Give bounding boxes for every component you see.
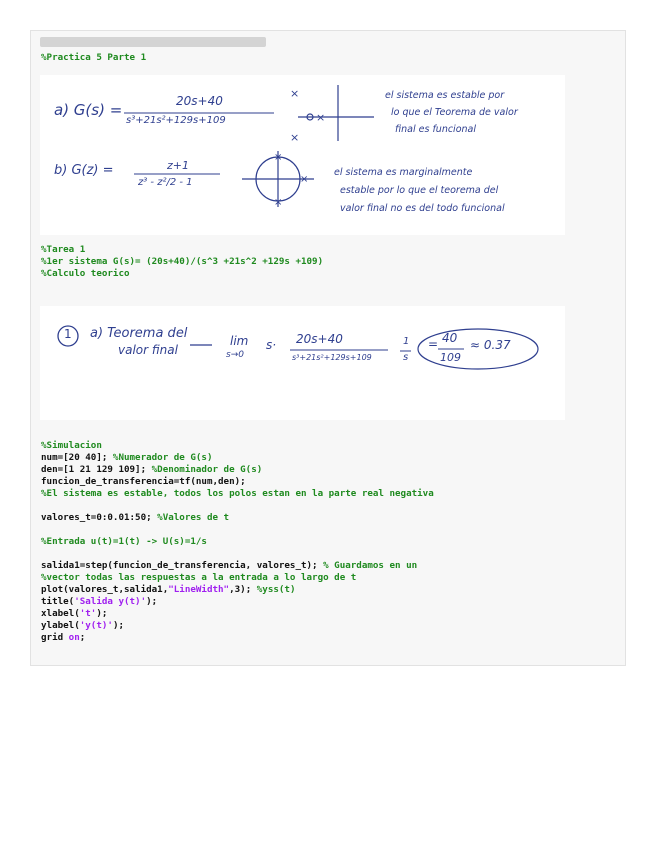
- ylabel-line[interactable]: [41, 620, 124, 631]
- simulacion-comment[interactable]: %Simulacion: [41, 440, 102, 451]
- handwritten-notes-image-1: [40, 75, 565, 235]
- a-note-line-2: lo que el Teorema de valor: [391, 107, 518, 118]
- lim-subscript: s→0: [226, 350, 244, 360]
- xlabel-code-b: );: [96, 608, 108, 619]
- t-code: valores_t=0:0.01:50;: [41, 512, 158, 523]
- plot-string: "LineWidth": [168, 584, 230, 595]
- grid-code-a: grid: [41, 632, 69, 643]
- plot-code-b: ,3);: [229, 584, 257, 595]
- ylabel-code-a: ylabel(: [41, 620, 80, 631]
- den-comment: %Denominador de G(s): [151, 464, 263, 475]
- grid-code-b: ;: [79, 632, 86, 643]
- den-code: den=[1 21 129 109];: [41, 464, 152, 475]
- step-comment: % Guardamos en un: [323, 560, 418, 571]
- equals-dash: [190, 342, 214, 348]
- a-denominator: s³+21s²+129s+109: [126, 115, 226, 126]
- t-comment: %Valores de t: [157, 512, 230, 523]
- header-comment[interactable]: %Practica 5 Parte 1: [41, 52, 147, 63]
- handwritten-notes-image-2: [40, 306, 565, 420]
- svg-text:×: ×: [274, 152, 283, 163]
- grid-keyword: on: [68, 632, 80, 643]
- b-note-line-2: estable por lo que el teorema del: [340, 185, 499, 196]
- b-denominator: z³ - z²/2 - 1: [138, 177, 193, 188]
- den-line[interactable]: [41, 464, 262, 475]
- b-note-line-1: el sistema es marginalmente: [334, 167, 473, 178]
- redacted-title-bar: [40, 37, 266, 47]
- a-numerator: 20s+40: [176, 94, 223, 108]
- step-line[interactable]: [41, 560, 417, 571]
- result-numerator: 40: [442, 331, 458, 345]
- stable-comment[interactable]: %El sistema es estable, todos los polos estan en la parte real negativa: [41, 488, 434, 499]
- num-line[interactable]: [41, 452, 213, 463]
- xlabel-line[interactable]: [41, 608, 107, 619]
- s-multiplier: s·: [266, 338, 277, 352]
- svg-text:×: ×: [274, 197, 283, 208]
- a-label: a) G(s) =: [54, 101, 123, 119]
- entrada-comment[interactable]: %Entrada u(t)=1(t) -> U(s)=1/s: [41, 536, 207, 547]
- tvf-label-line-2: valor final: [118, 343, 178, 357]
- b-unit-circle-plot: [238, 149, 318, 209]
- vector-comment[interactable]: %vector todas las respuestas a la entrada a lo largo de t: [41, 572, 357, 583]
- tvf-numerator: 20s+40: [296, 332, 343, 346]
- a-pole-zero-plot: [278, 83, 378, 147]
- plot-comment: %yss(t): [256, 584, 296, 595]
- tarea-line-1[interactable]: %Tarea 1: [41, 244, 86, 255]
- title-code-a: title(: [41, 596, 75, 607]
- svg-text:×: ×: [300, 174, 309, 185]
- tvf-fraction-bar: [290, 348, 388, 352]
- step-code: salida1=step(funcion_de_transferencia, valores_t);: [41, 560, 324, 571]
- ylabel-code-b: );: [112, 620, 125, 631]
- result-equals: =: [428, 337, 439, 351]
- a-note-line-3: final es funcional: [395, 124, 476, 135]
- svg-text:×: ×: [316, 111, 326, 124]
- svg-text:×: ×: [290, 87, 300, 100]
- lim-text: lim: [230, 334, 249, 348]
- one-over-num: 1: [403, 336, 410, 347]
- tvf-denominator: s³+21s²+129s+109: [292, 353, 372, 362]
- xlabel-string: 't': [79, 608, 97, 619]
- title-line[interactable]: [41, 596, 157, 607]
- ylabel-string: 'y(t)': [79, 620, 113, 631]
- result-denominator: 109: [440, 351, 461, 364]
- b-fraction-bar: [134, 172, 220, 176]
- title-code-b: );: [146, 596, 158, 607]
- b-label: b) G(z) =: [54, 163, 114, 178]
- num-comment: %Numerador de G(s): [112, 452, 213, 463]
- plot-line[interactable]: [41, 584, 296, 595]
- title-string: 'Salida y(t)': [74, 596, 147, 607]
- result-value: ≈ 0.37: [470, 338, 511, 352]
- xlabel-code-a: xlabel(: [41, 608, 80, 619]
- tf-line[interactable]: funcion_de_transferencia=tf(num,den);: [41, 476, 246, 487]
- tarea-line-2[interactable]: %1er sistema G(s)= (20s+40)/(s^3 +21s^2 +129s +109): [41, 256, 324, 267]
- a-note-line-1: el sistema es estable por: [385, 90, 505, 101]
- circled-number-text: 1: [64, 327, 72, 341]
- plot-code-a: plot(valores_t,salida1,: [41, 584, 169, 595]
- one-over-den: s: [403, 352, 409, 363]
- grid-line[interactable]: [41, 632, 85, 643]
- tvf-label-line-1: a) Teorema del: [90, 326, 188, 341]
- num-code: num=[20 40];: [41, 452, 113, 463]
- tarea-line-3[interactable]: %Calculo teorico: [41, 268, 130, 279]
- b-note-line-3: valor final no es del todo funcional: [340, 203, 505, 214]
- svg-text:×: ×: [290, 131, 300, 144]
- t-line[interactable]: [41, 512, 229, 523]
- b-numerator: z+1: [167, 159, 189, 172]
